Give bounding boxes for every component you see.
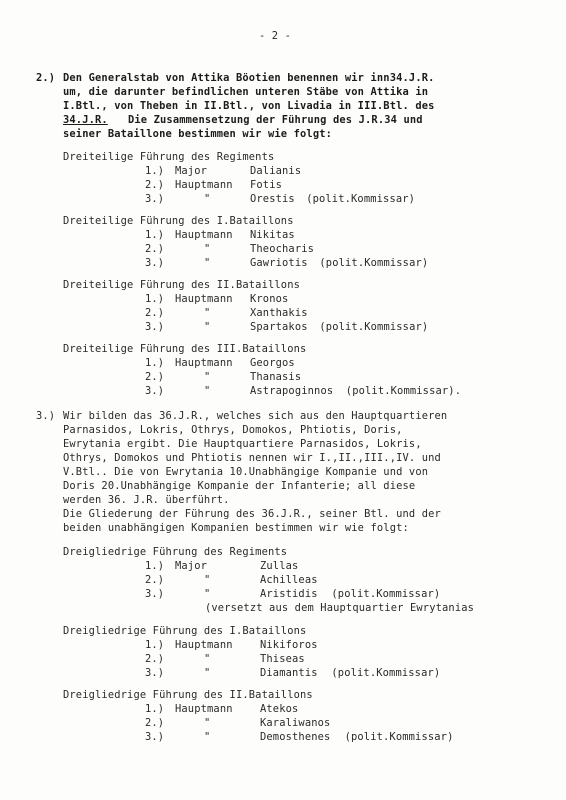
- member-name: Diamantis: [260, 667, 318, 679]
- member-name: Zullas: [260, 560, 299, 572]
- member-number: 1.): [145, 165, 165, 177]
- member-number: 1.): [145, 229, 165, 241]
- group-heading: Dreigliedrige Führung des Regiments: [63, 546, 288, 558]
- member-name: Thanasis: [250, 371, 302, 383]
- member-name: Dalianis: [250, 165, 302, 177]
- member-name: Thiseas: [260, 653, 305, 665]
- member-number: 1.): [145, 560, 165, 572]
- section-3-number: 3.): [36, 410, 56, 422]
- group-extra-note: (versetzt aus dem Hauptquartier Ewrytanias: [205, 602, 475, 614]
- member-number: 3.): [145, 667, 165, 679]
- member-number: 2.): [145, 653, 165, 665]
- member-rank: ": [204, 653, 211, 665]
- member-number: 3.): [145, 257, 165, 269]
- member-rank: ": [204, 385, 211, 397]
- member-rank: Hauptmann: [175, 639, 233, 651]
- member-rank: ": [204, 717, 211, 729]
- member-rank: Major: [175, 560, 208, 572]
- member-rank: ": [204, 588, 211, 600]
- member-name: Nikitas: [250, 229, 295, 241]
- member-number: 3.): [145, 731, 165, 743]
- section-3-line: Othrys, Domokos und Phtiotis nennen wir I.,II.,III.,IV. und: [63, 452, 441, 464]
- member-rank: Major: [175, 165, 208, 177]
- member-rank: Hauptmann: [175, 293, 233, 305]
- member-name: Aristidis: [260, 588, 318, 600]
- member-note: (polit.Kommissar): [306, 193, 416, 205]
- member-note: (polit.Kommissar): [319, 257, 429, 269]
- member-name: Atekos: [260, 703, 299, 715]
- member-name: Karaliwanos: [260, 717, 331, 729]
- member-number: 2.): [145, 179, 165, 191]
- member-number: 3.): [145, 321, 165, 333]
- member-number: 2.): [145, 243, 165, 255]
- member-rank: ": [204, 371, 211, 383]
- member-name: Theocharis: [250, 243, 315, 255]
- member-rank: Hauptmann: [175, 179, 233, 191]
- page-number: - 2 -: [259, 30, 292, 42]
- member-note: (polit.Kommissar): [331, 667, 441, 679]
- member-number: 3.): [145, 193, 165, 205]
- member-note: (polit.Kommissar).: [345, 385, 462, 397]
- group-heading: Dreigliedrige Führung des I.Bataillons: [63, 625, 307, 637]
- member-rank: ": [204, 731, 211, 743]
- member-name: Gawriotis: [250, 257, 308, 269]
- member-name: Achilleas: [260, 574, 318, 586]
- member-name: Spartakos: [250, 321, 308, 333]
- member-number: 2.): [145, 574, 165, 586]
- section-3-line: Doris 20.Unabhängige Kompanie der Infanterie; all diese: [63, 480, 416, 492]
- section-3-line: werden 36. J.R. überführt.: [63, 494, 230, 506]
- section-2-line-4-underlined: 34.J.R.: [63, 114, 108, 126]
- member-rank: ": [204, 307, 211, 319]
- section-2-line-5: seiner Bataillone bestimmen wir wie folgt:: [63, 128, 333, 140]
- member-note: (polit.Kommissar): [331, 588, 441, 600]
- group-heading: Dreiteilige Führung des I.Bataillons: [63, 215, 294, 227]
- section-2-line-2: um, die darunter befindlichen unteren Stäbe von Attika in: [63, 86, 429, 98]
- section-2-line-1: Den Generalstab von Attika Böotien benennen wir inn34.J.R.: [63, 72, 435, 84]
- member-number: 1.): [145, 639, 165, 651]
- group-heading: Dreiteilige Führung des III.Bataillons: [63, 343, 307, 355]
- section-3-line: Ewrytania ergibt. Die Hauptquartiere Parnasidos, Lokris,: [63, 438, 422, 450]
- member-name: Fotis: [250, 179, 283, 191]
- member-note: (polit.Kommissar): [344, 731, 454, 743]
- member-rank: ": [204, 243, 211, 255]
- member-number: 2.): [145, 717, 165, 729]
- section-3-line: Die Gliederung der Führung des 36.J.R., seiner Btl. und der: [63, 508, 441, 520]
- member-rank: ": [204, 667, 211, 679]
- member-number: 3.): [145, 385, 165, 397]
- member-rank: ": [204, 574, 211, 586]
- section-2-line-4: Die Zusammensetzung der Führung des J.R.34 und: [128, 114, 423, 126]
- member-rank: Hauptmann: [175, 357, 233, 369]
- member-number: 2.): [145, 371, 165, 383]
- member-name: Astrapoginnos: [250, 385, 334, 397]
- section-3-line: Parnasidos, Lokris, Othrys, Domokos, Phtiotis, Doris,: [63, 424, 403, 436]
- member-name: Georgos: [250, 357, 295, 369]
- group-heading: Dreiteilige Führung des Regiments: [63, 151, 275, 163]
- member-rank: Hauptmann: [175, 229, 233, 241]
- member-note: (polit.Kommissar): [319, 321, 429, 333]
- member-name: Orestis: [250, 193, 295, 205]
- member-rank: ": [204, 193, 211, 205]
- member-number: 1.): [145, 357, 165, 369]
- member-name: Kronos: [250, 293, 289, 305]
- group-heading: Dreigliedrige Führung des II.Bataillons: [63, 689, 313, 701]
- section-3-line: Wir bilden das 36.J.R., welches sich aus den Hauptquartieren: [63, 410, 448, 422]
- section-2-number: 2.): [36, 72, 56, 84]
- section-3-line: V.Btl.. Die von Ewrytania 10.Unabhängige Kompanie und von: [63, 466, 429, 478]
- member-name: Nikiforos: [260, 639, 318, 651]
- member-rank: Hauptmann: [175, 703, 233, 715]
- member-number: 1.): [145, 293, 165, 305]
- group-heading: Dreiteilige Führung des II.Bataillons: [63, 279, 301, 291]
- section-2-line-3: I.Btl., von Theben in II.Btl., von Livadia in III.Btl. des: [63, 100, 435, 112]
- member-name: Demosthenes: [260, 731, 331, 743]
- section-3-line: beiden unabhängigen Kompanien bestimmen wir wie folgt:: [63, 522, 409, 534]
- member-rank: ": [204, 257, 211, 269]
- member-number: 2.): [145, 307, 165, 319]
- member-name: Xanthakis: [250, 307, 308, 319]
- member-number: 1.): [145, 703, 165, 715]
- member-number: 3.): [145, 588, 165, 600]
- member-rank: ": [204, 321, 211, 333]
